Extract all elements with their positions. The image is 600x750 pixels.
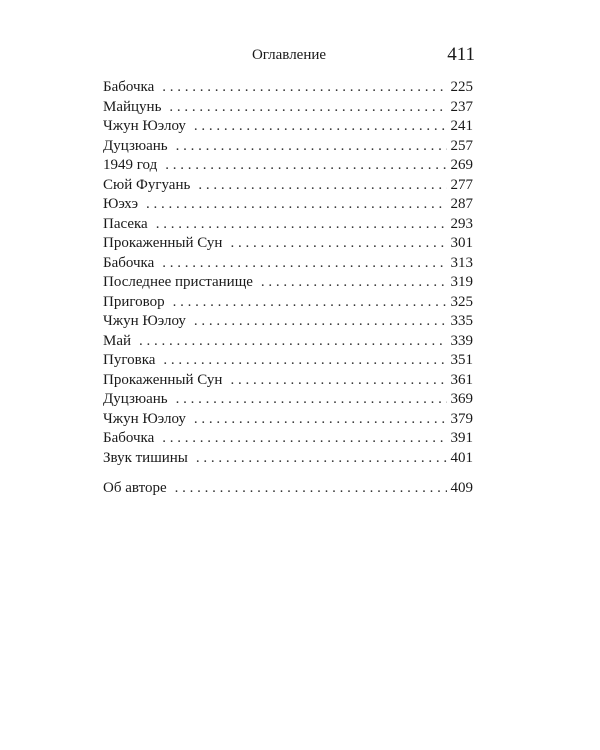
toc-entry-title: Об авторе: [103, 480, 167, 496]
toc-leader-dots: [146, 195, 446, 215]
toc-entry-title: Чжун Юэлоу: [103, 118, 186, 134]
toc-entry: [103, 371, 473, 391]
toc-entry-page: 225: [450, 79, 473, 95]
toc-leader-dots: [230, 371, 446, 391]
toc-leader-dots: [198, 176, 446, 196]
toc-entry-title: Чжун Юэлоу: [103, 313, 186, 329]
toc-entry: [103, 449, 473, 469]
toc-entry-title: Звук тишины: [103, 449, 188, 466]
toc-entry-page: 269: [450, 157, 473, 173]
toc-entry-page: 409: [450, 480, 473, 496]
toc-entry-title: Бабочка: [103, 430, 155, 446]
toc-entry: [103, 390, 473, 410]
toc-leader-dots: [194, 117, 447, 137]
toc-entry-title: Приговор: [103, 293, 165, 310]
toc-entry: [103, 312, 473, 332]
toc-entry: [103, 215, 473, 235]
toc-entry-page: 237: [450, 98, 473, 115]
page-title: Оглавление: [251, 47, 327, 63]
toc-entry: [103, 98, 473, 118]
toc-entry: [103, 156, 473, 176]
toc-entry-page: 277: [450, 176, 473, 193]
toc-entry: [103, 117, 473, 137]
toc-leader-dots: [176, 137, 447, 157]
toc-entry-page: 241: [450, 118, 473, 134]
toc-entry-page: 293: [450, 215, 473, 232]
toc-entry-title: Прокаженный Сун: [103, 371, 223, 388]
toc-entry: [103, 254, 473, 274]
toc-entry-title: Сюй Фугуань: [103, 176, 191, 193]
toc-entry: [103, 234, 473, 254]
toc-leader-dots: [162, 429, 446, 449]
toc-entry-page: 313: [450, 254, 473, 271]
toc-entry-page: 379: [450, 410, 473, 427]
toc-entry-page: 339: [450, 332, 473, 349]
toc-leader-dots: [194, 410, 447, 430]
toc-leader-dots: [139, 332, 446, 352]
toc-entry-title: Бабочка: [103, 79, 155, 95]
toc-leader-dots: [194, 312, 447, 332]
toc-leader-dots: [261, 273, 447, 293]
toc-entry-title: Чжун Юэлоу: [103, 410, 186, 427]
toc-entry-page: 369: [450, 391, 473, 407]
toc-leader-dots: [156, 215, 447, 235]
toc-leader-dots: [162, 78, 446, 98]
toc-leader-dots: [173, 293, 447, 313]
page-header: [103, 44, 475, 66]
toc-leader-dots: [163, 351, 446, 371]
toc-entry-title: Май: [103, 332, 132, 349]
toc-entry-title: Юэхэ: [103, 196, 139, 212]
table-of-contents: [103, 78, 473, 499]
toc-entry-title: Майцунь: [103, 98, 162, 115]
toc-leader-dots: [162, 254, 446, 274]
toc-entry: [103, 176, 473, 196]
toc-leader-dots: [176, 390, 447, 410]
toc-entry-title: Прокаженный Сун: [103, 235, 223, 251]
toc-entry-page: 301: [450, 235, 473, 251]
toc-entry-title: Дуцзюань: [103, 137, 168, 154]
toc-entry-page: 287: [450, 196, 473, 212]
toc-entry-page: 319: [450, 274, 473, 290]
toc-entry: [103, 332, 473, 352]
toc-leader-dots: [169, 98, 446, 118]
toc-entry-page: 325: [450, 293, 473, 310]
toc-entry-title: Дуцзюань: [103, 391, 168, 407]
toc-entry-title: Последнее пристанище: [103, 274, 253, 290]
toc-entry-title: Бабочка: [103, 254, 155, 271]
page-number: 411: [447, 44, 475, 65]
toc-leader-dots: [196, 449, 447, 469]
toc-entry-page: 361: [450, 371, 473, 388]
toc-entry: [103, 78, 473, 98]
toc-entry: [103, 195, 473, 215]
toc-entry-title: Пуговка: [103, 352, 156, 368]
toc-entry: [103, 293, 473, 313]
toc-leader-dots: [165, 156, 446, 176]
toc-entry: [103, 429, 473, 449]
toc-entry-page: 257: [450, 137, 473, 154]
toc-entry-page: 335: [450, 313, 473, 329]
toc-entry-page: 401: [450, 449, 473, 466]
toc-entry-title: 1949 год: [103, 157, 158, 173]
toc-leader-dots: [175, 479, 447, 499]
toc-entry: [103, 273, 473, 293]
toc-entry-page: 391: [450, 430, 473, 446]
toc-entry: [103, 137, 473, 157]
toc-entry-about-author: [103, 479, 473, 499]
toc-entry-title: Пасека: [103, 215, 148, 232]
toc-entry-page: 351: [450, 352, 473, 368]
toc-entry: [103, 410, 473, 430]
toc-entry: [103, 351, 473, 371]
toc-leader-dots: [230, 234, 446, 254]
